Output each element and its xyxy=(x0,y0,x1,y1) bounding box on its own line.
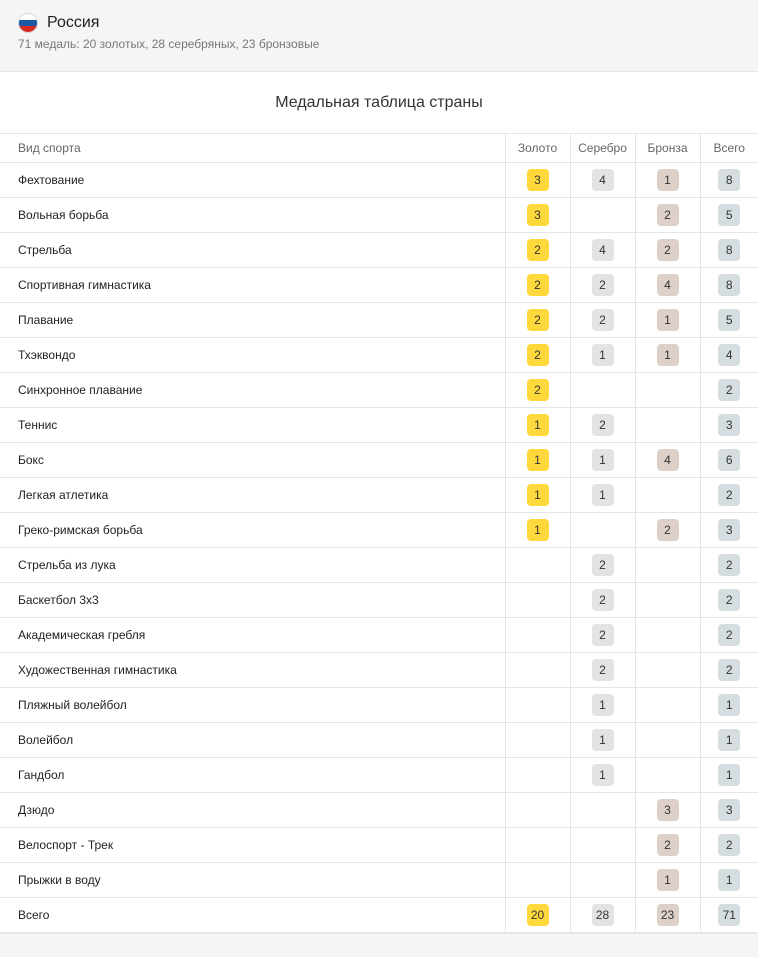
silver-cell xyxy=(570,897,635,932)
total-cell xyxy=(700,582,758,617)
total-cell xyxy=(700,442,758,477)
gold-cell xyxy=(505,197,570,232)
sport-name: Гандбол xyxy=(0,757,505,792)
total-count-badge: 1 xyxy=(718,764,740,786)
silver-cell xyxy=(570,267,635,302)
silver-count-badge: 1 xyxy=(592,484,614,506)
silver-count-badge: 2 xyxy=(592,659,614,681)
medal-table-body xyxy=(0,162,758,932)
total-count-badge: 3 xyxy=(718,799,740,821)
sport-name: Спортивная гимнастика xyxy=(0,267,505,302)
gold-cell xyxy=(505,267,570,302)
total-count-badge: 2 xyxy=(718,379,740,401)
silver-count-badge: 2 xyxy=(592,624,614,646)
bronze-cell xyxy=(635,687,700,722)
silver-count-badge: 2 xyxy=(592,309,614,331)
sport-name: Фехтование xyxy=(0,162,505,197)
total-count-badge: 2 xyxy=(718,589,740,611)
sport-name: Теннис xyxy=(0,407,505,442)
total-count-badge: 1 xyxy=(718,729,740,751)
sport-name: Волейбол xyxy=(0,722,505,757)
silver-cell xyxy=(570,757,635,792)
silver-cell xyxy=(570,407,635,442)
country-name: Россия xyxy=(47,14,100,31)
gold-count-badge: 2 xyxy=(527,274,549,296)
silver-count-badge: 4 xyxy=(592,169,614,191)
total-count-badge: 4 xyxy=(718,344,740,366)
silver-cell xyxy=(570,652,635,687)
sport-name: Академическая гребля xyxy=(0,617,505,652)
bronze-cell xyxy=(635,652,700,687)
gold-cell xyxy=(505,722,570,757)
silver-count-badge: 1 xyxy=(592,729,614,751)
bronze-count-badge: 1 xyxy=(657,344,679,366)
silver-count-badge: 1 xyxy=(592,764,614,786)
silver-count-badge: 28 xyxy=(592,904,614,926)
silver-cell xyxy=(570,862,635,897)
bronze-count-badge: 4 xyxy=(657,449,679,471)
total-count-badge: 6 xyxy=(718,449,740,471)
table-row xyxy=(0,547,758,582)
table-row xyxy=(0,512,758,547)
country-row xyxy=(18,12,740,34)
table-row xyxy=(0,687,758,722)
total-count-badge: 71 xyxy=(718,904,740,926)
silver-cell xyxy=(570,442,635,477)
bronze-cell xyxy=(635,197,700,232)
silver-count-badge: 2 xyxy=(592,554,614,576)
silver-cell xyxy=(570,792,635,827)
gold-count-badge: 2 xyxy=(527,344,549,366)
table-row xyxy=(0,267,758,302)
total-cell xyxy=(700,617,758,652)
total-cell xyxy=(700,652,758,687)
gold-cell xyxy=(505,477,570,512)
bronze-cell xyxy=(635,617,700,652)
gold-cell xyxy=(505,617,570,652)
total-cell xyxy=(700,372,758,407)
sport-name: Плавание xyxy=(0,302,505,337)
silver-cell xyxy=(570,617,635,652)
silver-count-badge: 1 xyxy=(592,344,614,366)
total-cell xyxy=(700,897,758,932)
table-row xyxy=(0,652,758,687)
total-count-badge: 2 xyxy=(718,554,740,576)
total-count-badge: 1 xyxy=(718,694,740,716)
table-row xyxy=(0,722,758,757)
flag-stripe-red xyxy=(19,26,37,32)
bronze-cell xyxy=(635,477,700,512)
total-count-badge: 3 xyxy=(718,414,740,436)
table-header-row xyxy=(0,134,758,162)
silver-cell xyxy=(570,512,635,547)
bronze-cell xyxy=(635,302,700,337)
silver-count-badge: 1 xyxy=(592,694,614,716)
sport-name: Прыжки в воду xyxy=(0,862,505,897)
sport-name: Вольная борьба xyxy=(0,197,505,232)
bronze-cell xyxy=(635,862,700,897)
bronze-count-badge: 2 xyxy=(657,239,679,261)
bronze-cell xyxy=(635,757,700,792)
sport-name: Стрельба из лука xyxy=(0,547,505,582)
total-count-badge: 8 xyxy=(718,169,740,191)
bronze-count-badge: 3 xyxy=(657,799,679,821)
gold-count-badge: 1 xyxy=(527,519,549,541)
table-row xyxy=(0,862,758,897)
gold-count-badge: 3 xyxy=(527,169,549,191)
bronze-cell xyxy=(635,337,700,372)
gold-cell xyxy=(505,442,570,477)
table-row xyxy=(0,582,758,617)
sport-name: Бокс xyxy=(0,442,505,477)
bronze-cell xyxy=(635,162,700,197)
sport-name: Велоспорт - Трек xyxy=(0,827,505,862)
table-row xyxy=(0,232,758,267)
gold-count-badge: 1 xyxy=(527,484,549,506)
header-total: Всего xyxy=(700,134,758,162)
totals-row xyxy=(0,897,758,932)
sport-name: Художественная гимнастика xyxy=(0,652,505,687)
total-cell xyxy=(700,407,758,442)
russia-flag-icon xyxy=(18,13,38,33)
bronze-count-badge: 4 xyxy=(657,274,679,296)
gold-count-badge: 1 xyxy=(527,449,549,471)
total-cell xyxy=(700,757,758,792)
total-cell xyxy=(700,687,758,722)
gold-cell xyxy=(505,302,570,337)
gold-cell xyxy=(505,792,570,827)
bronze-count-badge: 23 xyxy=(657,904,679,926)
header-silver: Серебро xyxy=(570,134,635,162)
silver-cell xyxy=(570,827,635,862)
table-row xyxy=(0,372,758,407)
medal-summary: 71 медаль: 20 золотых, 28 серебряных, 23 бронзовые xyxy=(18,37,320,51)
silver-count-badge: 4 xyxy=(592,239,614,261)
sport-name: Легкая атлетика xyxy=(0,477,505,512)
bronze-cell xyxy=(635,582,700,617)
gold-count-badge: 2 xyxy=(527,379,549,401)
table-row xyxy=(0,407,758,442)
total-count-badge: 5 xyxy=(718,204,740,226)
total-cell xyxy=(700,862,758,897)
bronze-count-badge: 1 xyxy=(657,169,679,191)
bronze-count-badge: 2 xyxy=(657,519,679,541)
bronze-count-badge: 2 xyxy=(657,834,679,856)
medal-table xyxy=(0,134,758,933)
silver-cell xyxy=(570,477,635,512)
bronze-cell xyxy=(635,372,700,407)
gold-cell xyxy=(505,162,570,197)
sport-name: Баскетбол 3х3 xyxy=(0,582,505,617)
table-row xyxy=(0,442,758,477)
total-cell xyxy=(700,722,758,757)
total-cell xyxy=(700,337,758,372)
gold-count-badge: 20 xyxy=(527,904,549,926)
silver-count-badge: 2 xyxy=(592,414,614,436)
gold-count-badge: 3 xyxy=(527,204,549,226)
bronze-cell xyxy=(635,827,700,862)
total-cell xyxy=(700,477,758,512)
total-cell xyxy=(700,197,758,232)
sport-name: Дзюдо xyxy=(0,792,505,827)
bronze-cell xyxy=(635,792,700,827)
sport-name: Всего xyxy=(0,897,505,932)
total-cell xyxy=(700,547,758,582)
sport-name: Греко-римская борьба xyxy=(0,512,505,547)
bronze-cell xyxy=(635,722,700,757)
silver-cell xyxy=(570,372,635,407)
total-count-badge: 2 xyxy=(718,624,740,646)
bronze-cell xyxy=(635,232,700,267)
sport-name: Тхэквондо xyxy=(0,337,505,372)
total-cell xyxy=(700,792,758,827)
bronze-count-badge: 1 xyxy=(657,309,679,331)
total-count-badge: 5 xyxy=(718,309,740,331)
silver-cell xyxy=(570,547,635,582)
bronze-cell xyxy=(635,267,700,302)
header-bronze: Бронза xyxy=(635,134,700,162)
table-row xyxy=(0,162,758,197)
table-row xyxy=(0,827,758,862)
silver-cell xyxy=(570,722,635,757)
table-row xyxy=(0,302,758,337)
bronze-cell xyxy=(635,547,700,582)
gold-cell xyxy=(505,862,570,897)
table-row xyxy=(0,477,758,512)
total-cell xyxy=(700,302,758,337)
total-count-badge: 3 xyxy=(718,519,740,541)
table-row xyxy=(0,757,758,792)
silver-cell xyxy=(570,197,635,232)
gold-cell xyxy=(505,372,570,407)
gold-cell xyxy=(505,897,570,932)
gold-cell xyxy=(505,757,570,792)
table-row xyxy=(0,337,758,372)
sport-name: Синхронное плавание xyxy=(0,372,505,407)
gold-cell xyxy=(505,232,570,267)
bronze-count-badge: 2 xyxy=(657,204,679,226)
silver-cell xyxy=(570,232,635,267)
total-count-badge: 1 xyxy=(718,869,740,891)
gold-cell xyxy=(505,407,570,442)
silver-cell xyxy=(570,582,635,617)
total-cell xyxy=(700,267,758,302)
gold-cell xyxy=(505,512,570,547)
gold-cell xyxy=(505,687,570,722)
silver-count-badge: 2 xyxy=(592,274,614,296)
sport-name: Стрельба xyxy=(0,232,505,267)
bronze-cell xyxy=(635,407,700,442)
total-cell xyxy=(700,232,758,267)
total-count-badge: 2 xyxy=(718,834,740,856)
gold-cell xyxy=(505,652,570,687)
silver-cell xyxy=(570,302,635,337)
total-cell xyxy=(700,512,758,547)
footer-band xyxy=(0,933,758,957)
total-cell xyxy=(700,827,758,862)
silver-cell xyxy=(570,162,635,197)
gold-count-badge: 2 xyxy=(527,309,549,331)
total-count-badge: 2 xyxy=(718,484,740,506)
table-row xyxy=(0,617,758,652)
sport-name: Пляжный волейбол xyxy=(0,687,505,722)
bronze-cell xyxy=(635,512,700,547)
total-cell xyxy=(700,162,758,197)
gold-count-badge: 2 xyxy=(527,239,549,261)
silver-cell xyxy=(570,337,635,372)
gold-count-badge: 1 xyxy=(527,414,549,436)
silver-cell xyxy=(570,687,635,722)
total-count-badge: 2 xyxy=(718,659,740,681)
header-gold: Золото xyxy=(505,134,570,162)
bronze-cell xyxy=(635,442,700,477)
gold-cell xyxy=(505,547,570,582)
bronze-count-badge: 1 xyxy=(657,869,679,891)
silver-count-badge: 2 xyxy=(592,589,614,611)
total-count-badge: 8 xyxy=(718,274,740,296)
gold-cell xyxy=(505,337,570,372)
table-row xyxy=(0,197,758,232)
gold-cell xyxy=(505,827,570,862)
total-count-badge: 8 xyxy=(718,239,740,261)
bronze-cell xyxy=(635,897,700,932)
silver-count-badge: 1 xyxy=(592,449,614,471)
gold-cell xyxy=(505,582,570,617)
country-header xyxy=(0,0,758,72)
table-row xyxy=(0,792,758,827)
table-title: Медальная таблица страны xyxy=(0,72,758,134)
header-sport: Вид спорта xyxy=(0,134,505,162)
